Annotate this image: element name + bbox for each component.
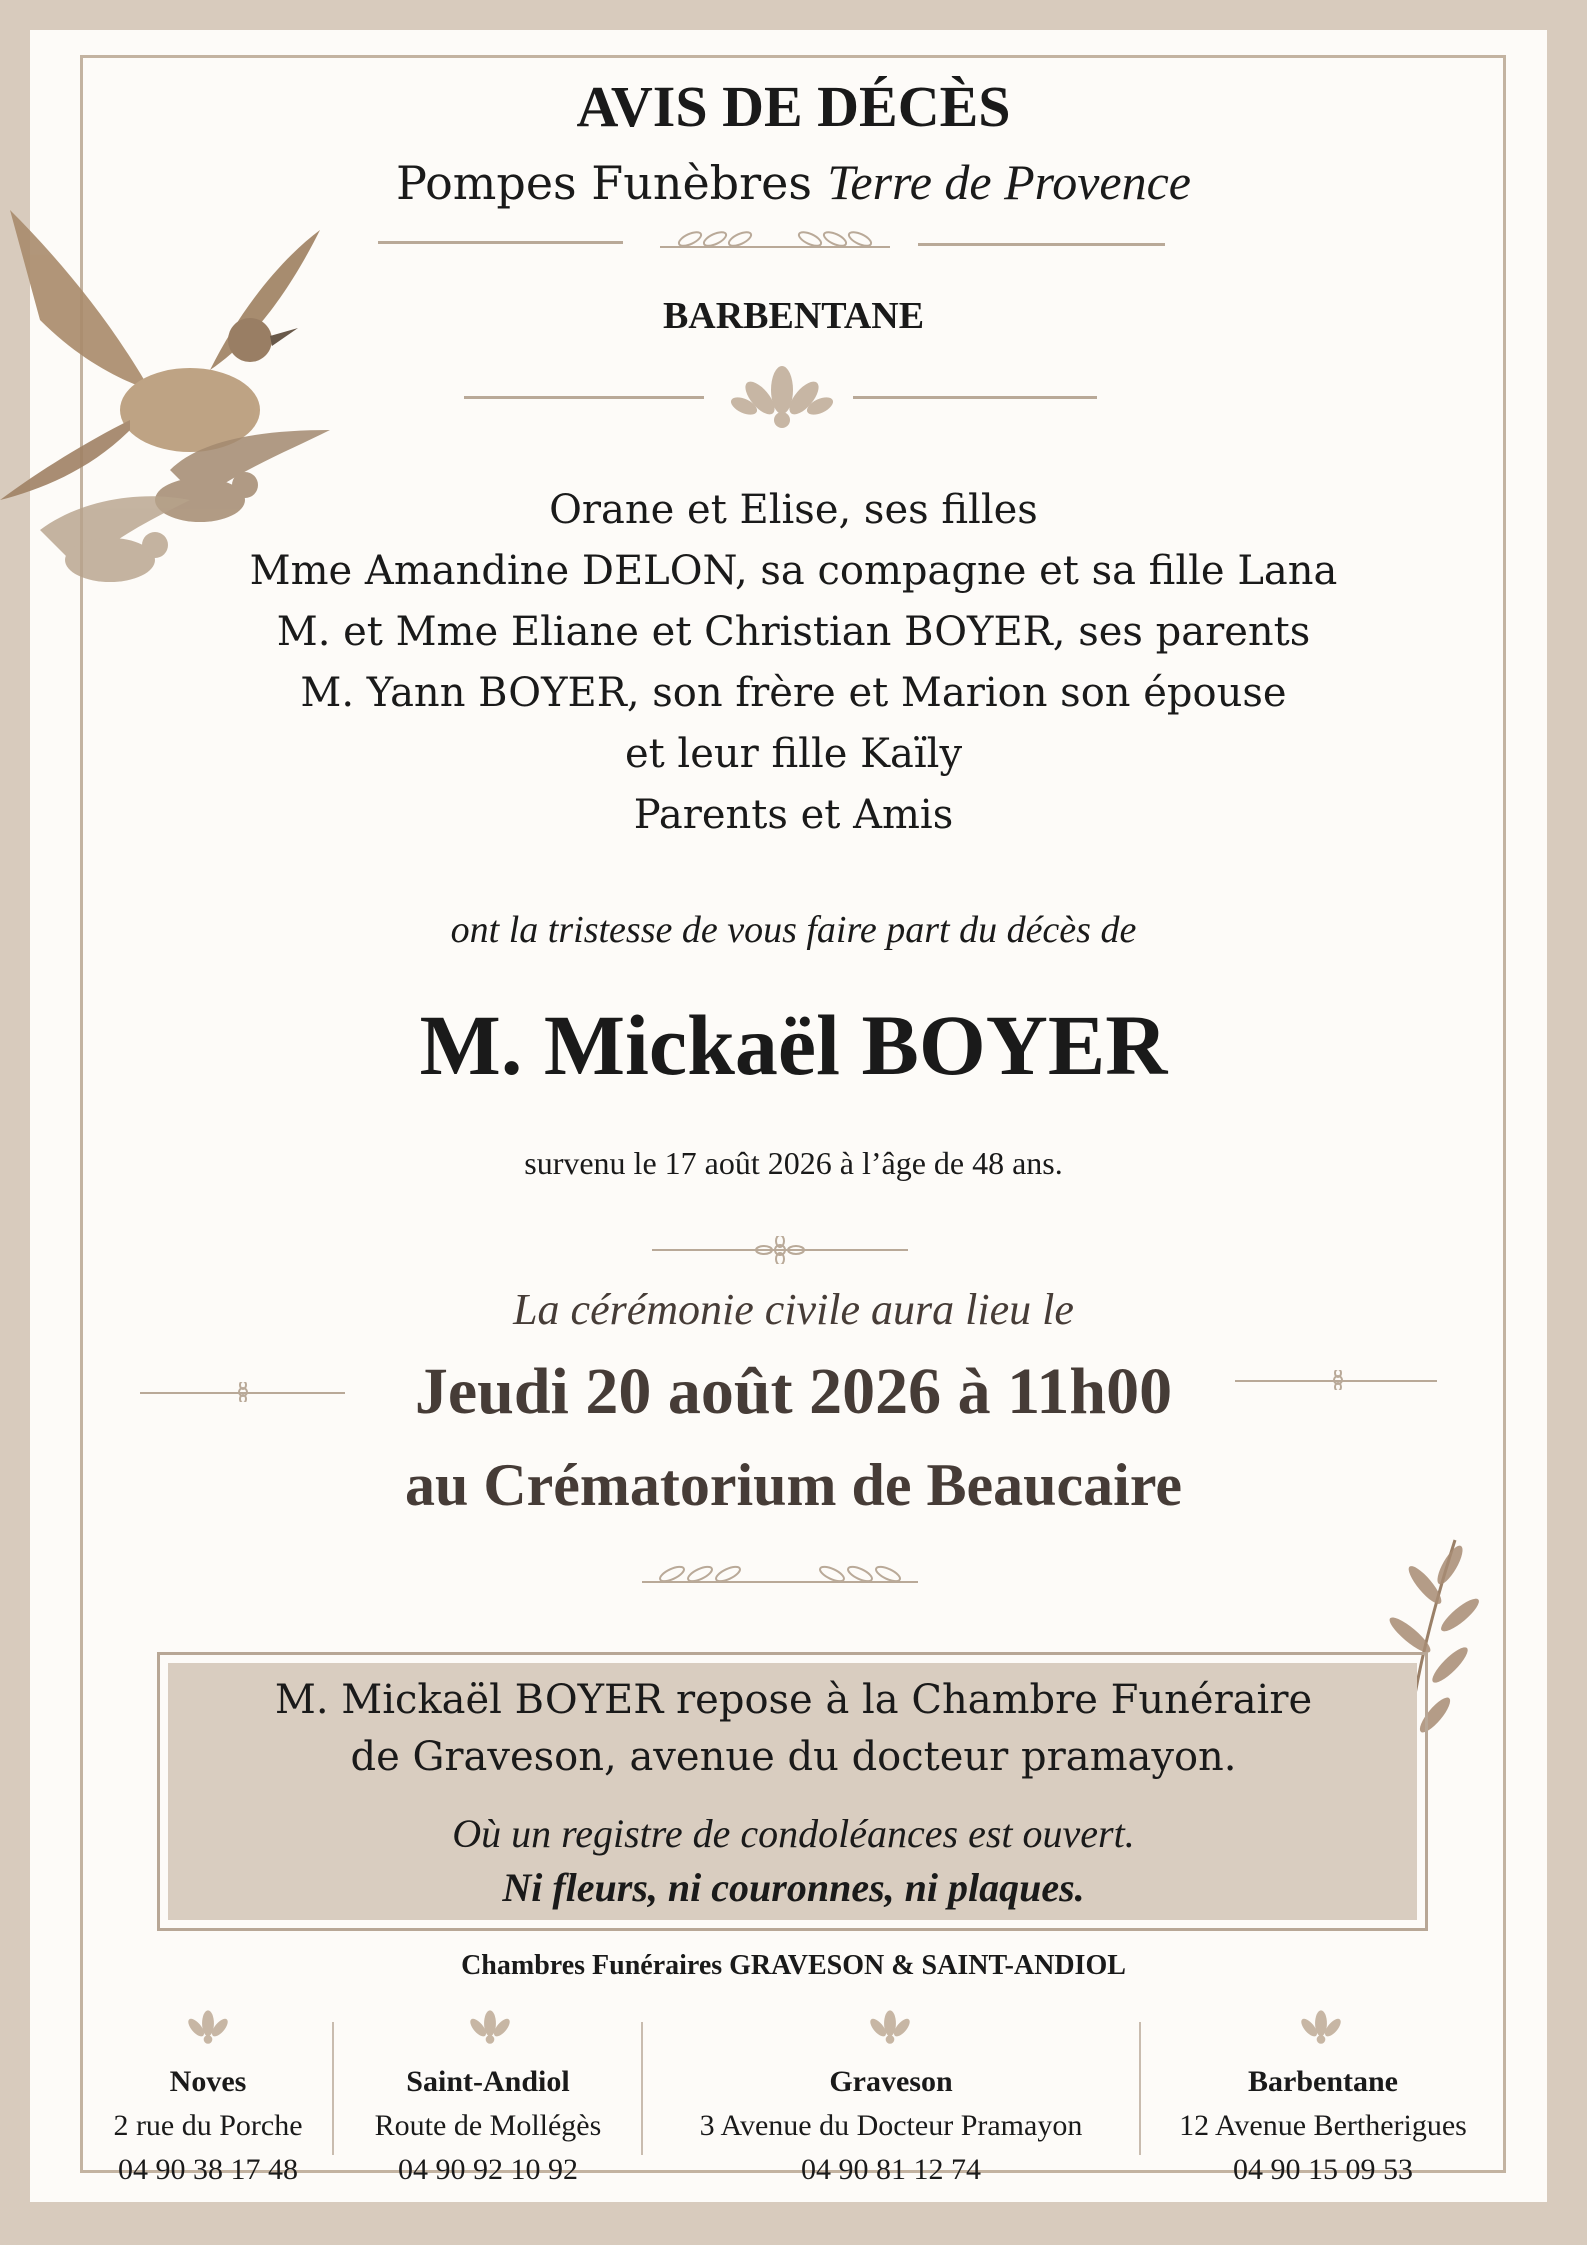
family-line: M. Yann BOYER, son frère et Marion son épouse xyxy=(300,670,1287,716)
flowers-text: Ni fleurs, ni couronnes, ni plaques. xyxy=(502,1865,1085,1910)
family-list xyxy=(0,480,1587,846)
agency-name: Noves xyxy=(169,2065,247,2098)
family-line: M. et Mme Eliane et Christian BOYER, ses parents xyxy=(276,609,1311,655)
ceremony-intro: La cérémonie civile aura lieu le xyxy=(513,1285,1074,1334)
repose-text xyxy=(0,1672,1587,1786)
repose-line: M. Mickaël BOYER repose à la Chambre Funéraire xyxy=(274,1677,1313,1723)
family-line: et leur fille Kaïly xyxy=(624,731,963,777)
footer-separator xyxy=(1139,2022,1141,2155)
lotus-icon xyxy=(462,2008,518,2044)
ceremony-place: au Crématorium de Beaucaire xyxy=(404,1452,1183,1518)
divider-line xyxy=(464,396,704,399)
divider-line xyxy=(853,396,1097,399)
agency-name: Barbentane xyxy=(1248,2065,1398,2098)
agency-address: 3 Avenue du Docteur Pramayon xyxy=(699,2109,1083,2142)
divider-line xyxy=(918,243,1165,246)
footer-separator xyxy=(641,2022,643,2155)
footer-title: Chambres Funéraires GRAVESON & SAINT-ANDIOL xyxy=(461,1950,1126,1981)
footer-separator xyxy=(332,2022,334,2155)
lotus-icon xyxy=(180,2008,236,2044)
agency-noves xyxy=(88,2060,328,2192)
company-name: Terre de Provence xyxy=(827,154,1191,210)
deceased-name: M. Mickaël BOYER xyxy=(419,997,1168,1093)
agency-graveson xyxy=(646,2060,1136,2192)
lotus-icon xyxy=(730,362,834,428)
family-line: Mme Amandine DELON, sa compagne et sa fille Lana xyxy=(249,548,1338,594)
agency-address: 12 Avenue Bertherigues xyxy=(1179,2109,1467,2142)
family-line: Orane et Elise, ses filles xyxy=(549,487,1038,533)
divider-line xyxy=(378,241,623,244)
announcement-text: ont la tristesse de vous faire part du décès de xyxy=(450,909,1137,951)
flourish-divider-icon xyxy=(652,1236,908,1264)
lotus-icon xyxy=(1293,2008,1349,2044)
agency-phone: 04 90 38 17 48 xyxy=(118,2153,298,2186)
town-label: BARBENTANE xyxy=(662,295,925,337)
registry-text: Où un registre de condoléances est ouvert. xyxy=(452,1811,1135,1856)
lotus-icon xyxy=(862,2008,918,2044)
company-prefix: Pompes Funèbres xyxy=(395,156,812,210)
agency-saint-andiol xyxy=(338,2060,638,2192)
page-title: AVIS DE DÉCÈS xyxy=(576,74,1011,139)
agency-barbentane xyxy=(1143,2060,1503,2192)
laurel-ornament-icon xyxy=(650,225,900,265)
deceased-details: survenu le 17 août 2026 à l’âge de 48 ans. xyxy=(524,1145,1063,1181)
agency-address: Route de Mollégès xyxy=(374,2109,602,2142)
repose-line: de Graveson, avenue du docteur pramayon. xyxy=(350,1734,1237,1780)
agency-address: 2 rue du Porche xyxy=(113,2109,303,2142)
family-line: Parents et Amis xyxy=(633,792,954,838)
agency-name: Graveson xyxy=(829,2065,953,2098)
agency-phone: 04 90 81 12 74 xyxy=(801,2153,981,2186)
ceremony-datetime: Jeudi 20 août 2026 à 11h00 xyxy=(414,1355,1173,1428)
agency-name: Saint-Andiol xyxy=(406,2065,570,2098)
agency-phone: 04 90 92 10 92 xyxy=(398,2153,578,2186)
agency-phone: 04 90 15 09 53 xyxy=(1233,2153,1413,2186)
company-line xyxy=(0,150,1587,215)
laurel-ornament-icon xyxy=(632,1560,928,1600)
